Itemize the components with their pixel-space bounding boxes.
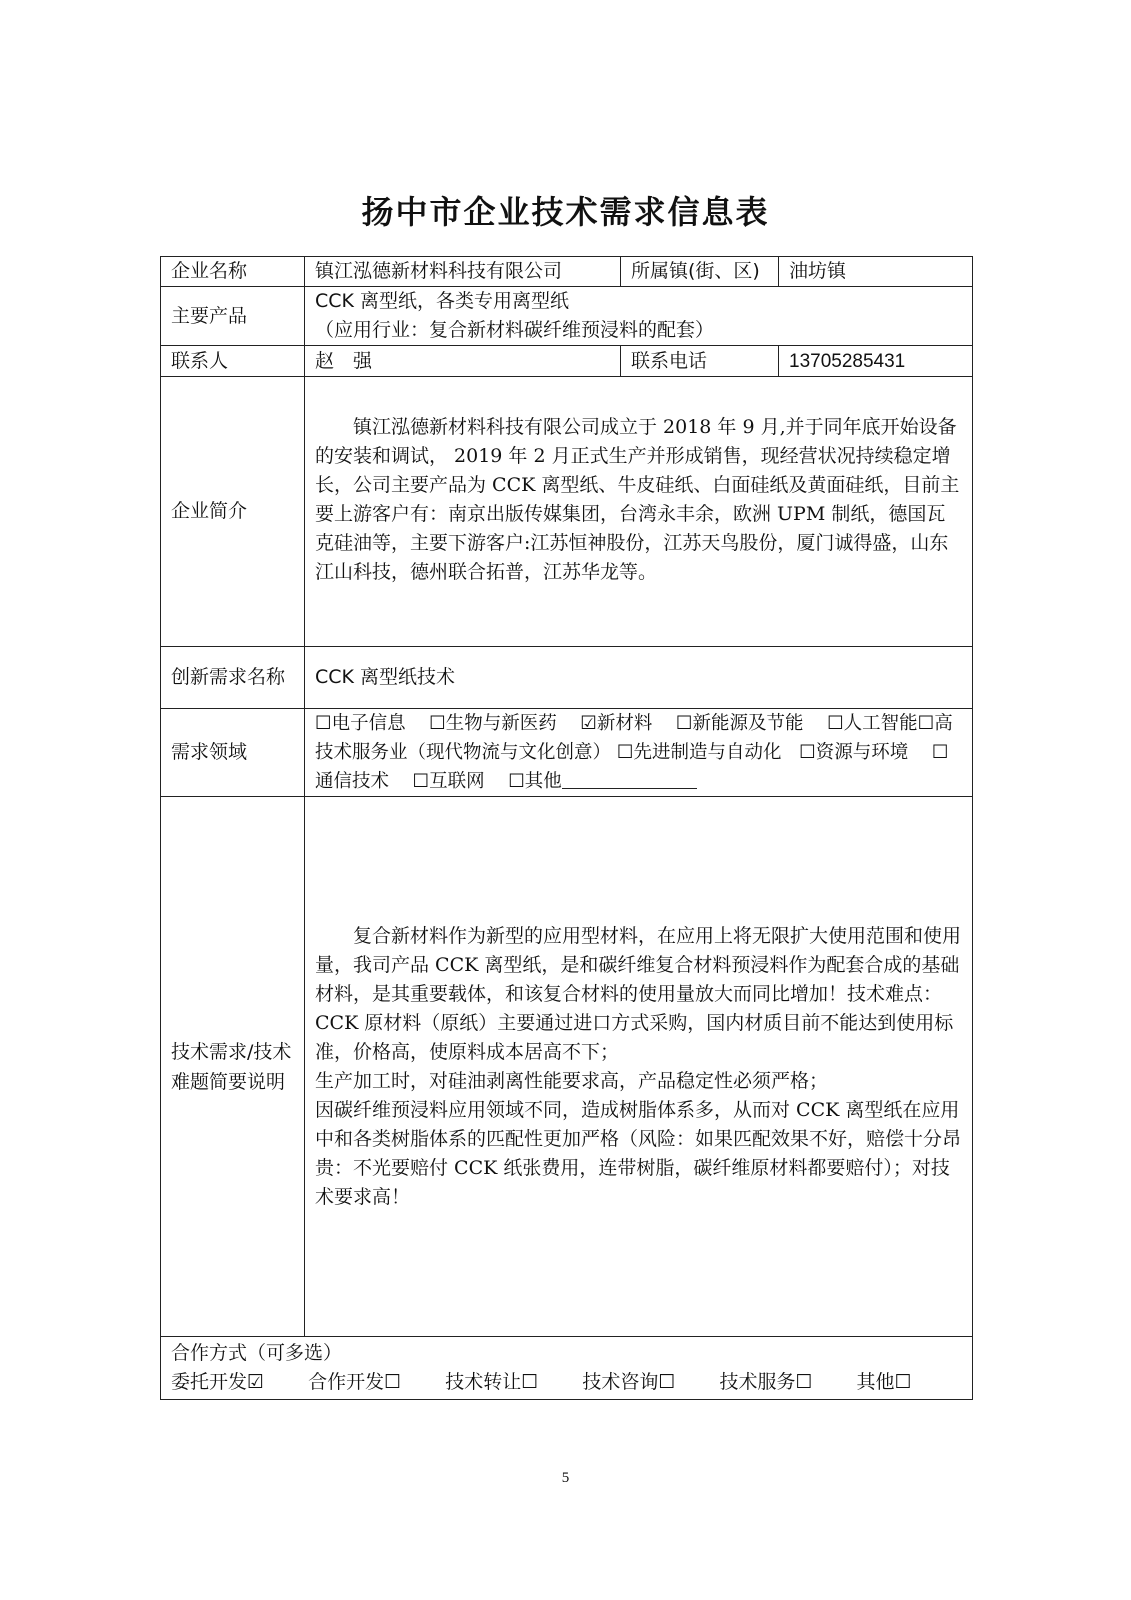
- domain-option-other[interactable]: ☐其他: [508, 771, 562, 792]
- products-line-2: （应用行业：复合新材料碳纤维预浸料的配套）: [315, 319, 715, 341]
- checkbox-icon: ☐: [799, 742, 816, 763]
- coop-option-transfer[interactable]: 技术转让☐: [445, 1371, 538, 1393]
- checkbox-icon: ☐: [412, 771, 430, 792]
- checkbox-icon: ☐: [795, 1371, 813, 1393]
- products-line-1: CCK 离型纸，各类专用离型纸: [315, 290, 570, 312]
- row-coop: [161, 1337, 973, 1400]
- checkbox-icon: ☐: [521, 1371, 539, 1393]
- intro-text-cell: [305, 377, 973, 647]
- domain-label: 需求领域: [161, 709, 305, 797]
- row-demand-name: [161, 647, 973, 709]
- tech-label: 技术需求/技术难题简要说明: [161, 797, 305, 1337]
- intro-label: 企业简介: [161, 377, 305, 647]
- domain-option-bio[interactable]: ☐生物与新医药: [429, 713, 557, 734]
- checkbox-icon: ☐: [675, 713, 693, 734]
- page-number: 5: [561, 1470, 570, 1486]
- domain-option-ai[interactable]: ☐人工智能: [827, 713, 918, 734]
- row-domain: [161, 709, 973, 797]
- checkbox-icon: ☐: [827, 713, 844, 734]
- checkbox-icon: ☐: [384, 1371, 402, 1393]
- company-name-value: 镇江泓德新材料科技有限公司: [305, 257, 621, 287]
- checkbox-icon: ☐: [931, 742, 949, 763]
- contact-value: 赵 强: [305, 346, 621, 377]
- checkbox-icon: ☐: [658, 1371, 676, 1393]
- row-intro: [161, 377, 973, 647]
- row-tech: [161, 797, 973, 1337]
- coop-cell: [161, 1337, 973, 1400]
- page-title: 扬中市企业技术需求信息表: [361, 193, 770, 231]
- tech-paragraph-2: CCK 原材料（原纸）主要通过进口方式采购，国内材质目前不能达到使用标准，价格高，使原料成本居高不下；: [315, 1011, 954, 1063]
- tech-text-cell: [305, 797, 973, 1337]
- row-contact: [161, 346, 973, 377]
- domain-options: [305, 709, 973, 797]
- tech-paragraph-3: 生产加工时，对硅油剥离性能要求高，产品稳定性必须严格；: [315, 1069, 829, 1092]
- checked-checkbox-icon: ☑: [247, 1371, 265, 1393]
- checkbox-icon: ☐: [315, 713, 332, 734]
- domain-option-materials[interactable]: ☑新材料: [580, 713, 652, 734]
- tech-paragraph-1: 复合新材料作为新型的应用型材料，在应用上将无限扩大使用范围和使用量，我司产品 CCK 离型纸，是和碳纤维复合材料预浸料作为配套合成的基础材料，是其重要载体，和该复合材料的使用量放大而同比增加！技术难点：: [315, 924, 962, 1005]
- checkbox-icon: ☐: [917, 713, 935, 734]
- checked-checkbox-icon: ☑: [580, 713, 597, 734]
- other-blank-line[interactable]: [562, 768, 697, 789]
- demand-info-table: [160, 256, 973, 1400]
- row-company: [161, 257, 973, 287]
- domain-option-electronics[interactable]: ☐电子信息: [315, 713, 406, 734]
- coop-option-service[interactable]: 技术服务☐: [719, 1371, 812, 1393]
- coop-option-consulting[interactable]: 技术咨询☐: [582, 1371, 675, 1393]
- tech-paragraph-4: 因碳纤维预浸料应用领域不同，造成树脂体系多，从而对 CCK 离型纸在应用中和各类树脂体系的匹配性更加严格（风险：如果匹配效果不好，赔偿十分昂贵：不光要赔付 CCK 纸张费用，连带树脂，碳纤维原材料都要赔付）；对技术要求高！: [315, 1098, 962, 1208]
- products-value: [305, 287, 973, 346]
- company-name-label: 企业名称: [161, 257, 305, 287]
- products-label: 主要产品: [161, 287, 305, 346]
- checkbox-icon: ☐: [429, 713, 446, 734]
- domain-option-environment[interactable]: ☐资源与环境: [799, 742, 908, 763]
- checkbox-icon: ☐: [894, 1371, 912, 1393]
- coop-option-joint[interactable]: 合作开发☐: [308, 1371, 401, 1393]
- domain-option-energy[interactable]: ☐新能源及节能: [676, 713, 804, 734]
- demand-name-label: 创新需求名称: [161, 647, 305, 709]
- checkbox-icon: ☐: [616, 742, 634, 763]
- phone-value: 13705285431: [779, 346, 973, 377]
- domain-option-internet[interactable]: ☐互联网: [413, 771, 485, 792]
- town-value: 油坊镇: [779, 257, 973, 287]
- town-label: 所属镇(街、区): [621, 257, 779, 287]
- coop-option-commissioned[interactable]: 委托开发☑: [171, 1371, 264, 1393]
- row-products: [161, 287, 973, 346]
- coop-label: 合作方式（可多选）: [171, 1342, 343, 1364]
- contact-label: 联系人: [161, 346, 305, 377]
- phone-label: 联系电话: [621, 346, 779, 377]
- domain-option-manufacturing[interactable]: ☐先进制造与自动化: [617, 742, 782, 763]
- domain-option-telecom[interactable]: ☐通信技术: [315, 742, 948, 792]
- checkbox-icon: ☐: [508, 771, 525, 792]
- coop-options: [171, 1368, 962, 1397]
- coop-option-other[interactable]: 其他☐: [857, 1371, 912, 1393]
- intro-text: 镇江泓德新材料科技有限公司成立于 2018 年 9 月,并于同年底开始设备的安装和调试， 2019 年 2 月正式生产并形成销售，现经营状况持续稳定增长，公司主要产品为 CCK 离型纸、牛皮硅纸、白面硅纸及黄面硅纸，目前主要上游客户有：南京出版传媒集团，台湾永丰余，欧洲 UPM 制纸，德国瓦克硅油等，主要下游客户:江苏恒神股份，江苏天鸟股份，厦门诚得盛，山东江山科技，德州联合拓普，江苏华龙等。: [315, 415, 960, 583]
- domain-option-hightech-service[interactable]: ☐高技术服务业（现代物流与文化创意）: [315, 713, 953, 763]
- demand-name-value: CCK 离型纸技术: [305, 647, 973, 709]
